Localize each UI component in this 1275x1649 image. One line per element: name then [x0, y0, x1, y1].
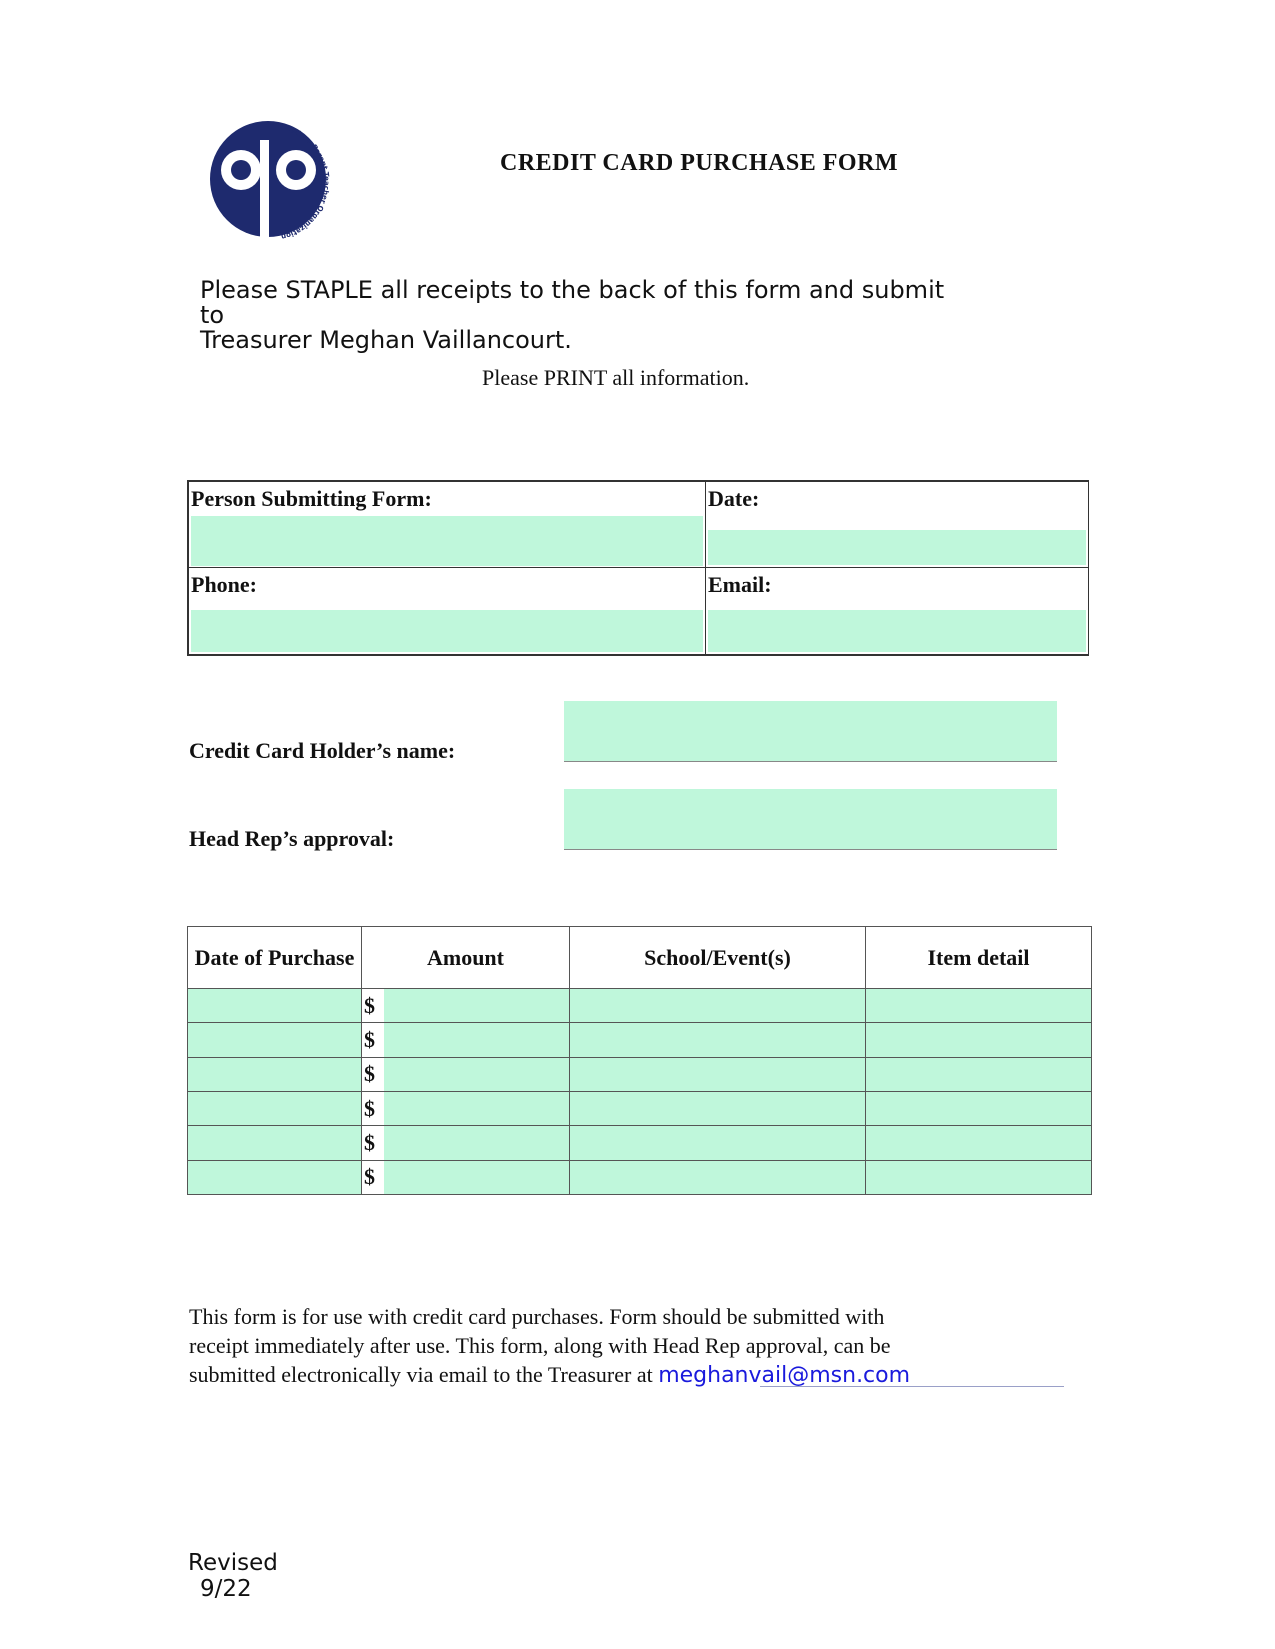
- purchase-event-field[interactable]: [570, 989, 866, 1023]
- purchase-detail-field[interactable]: [866, 1023, 1092, 1057]
- purchase-date-field[interactable]: [188, 1160, 362, 1194]
- purchase-row: [188, 1160, 1092, 1194]
- purchase-amount-field[interactable]: [384, 989, 569, 1022]
- purchase-row: [188, 1023, 1092, 1057]
- purchase-detail-field[interactable]: [866, 1126, 1092, 1160]
- purchase-event-field[interactable]: [570, 1126, 866, 1160]
- purchases-body: [188, 989, 1092, 1195]
- col-header-detail: Item detail: [866, 927, 1092, 989]
- card-holder-label: Credit Card Holder’s name:: [189, 738, 456, 763]
- purchase-event-field[interactable]: [570, 1023, 866, 1057]
- purchase-row: [188, 1057, 1092, 1091]
- date-cell: [705, 481, 1089, 568]
- col-header-date: Date of Purchase: [188, 927, 362, 989]
- phone-field[interactable]: [191, 610, 703, 652]
- purchases-table: [187, 926, 1092, 1195]
- logo-caption: Hudson Parent Teacher Organization: [280, 124, 331, 240]
- head-rep-label: Head Rep’s approval:: [189, 826, 395, 851]
- card-holder-field[interactable]: [564, 701, 1057, 762]
- dollar-sign: $: [362, 989, 384, 1022]
- purchase-date-field[interactable]: [188, 1126, 362, 1160]
- pto-logo: [206, 118, 336, 240]
- form-title: CREDIT CARD PURCHASE FORM: [500, 150, 899, 176]
- purchase-amount-cell: [362, 1126, 570, 1160]
- date-label: Date:: [708, 486, 760, 511]
- col-header-event: School/Event(s): [570, 927, 866, 989]
- purchase-detail-field[interactable]: [866, 1160, 1092, 1194]
- person-field[interactable]: [191, 516, 703, 566]
- revised-label: Revised: [188, 1550, 278, 1576]
- footer-line-2: receipt immediately after use. This form, along with Head Rep approval, can be: [189, 1333, 891, 1358]
- purchase-detail-field[interactable]: [866, 1057, 1092, 1091]
- dollar-sign: $: [362, 1023, 384, 1056]
- footer-line-1: This form is for use with credit card purchases. Form should be submitted with: [189, 1304, 885, 1329]
- email-cell: [705, 567, 1089, 655]
- purchase-date-field[interactable]: [188, 1057, 362, 1091]
- email-label: Email:: [708, 572, 772, 597]
- dollar-sign: $: [362, 1092, 384, 1125]
- dollar-sign: $: [362, 1126, 384, 1159]
- footer-line-3-text: submitted electronically via email to the Treasurer at: [189, 1362, 659, 1387]
- person-cell: [188, 481, 706, 568]
- purchases-header-row: [188, 927, 1092, 989]
- col-header-amount: Amount: [362, 927, 570, 989]
- staple-line-1: Please STAPLE all receipts to the back of this form and submit to: [200, 276, 945, 329]
- purchase-row: [188, 1126, 1092, 1160]
- purchase-amount-field[interactable]: [384, 1161, 569, 1194]
- purchase-event-field[interactable]: [570, 1057, 866, 1091]
- purchase-detail-field[interactable]: [866, 989, 1092, 1023]
- purchase-detail-field[interactable]: [866, 1091, 1092, 1125]
- revision-note: [188, 1550, 278, 1602]
- purchase-amount-field[interactable]: [384, 1126, 569, 1159]
- person-label: Person Submitting Form:: [191, 486, 432, 511]
- email-underline: [760, 1386, 1064, 1387]
- dollar-sign: $: [362, 1161, 384, 1194]
- purchase-date-field[interactable]: [188, 1023, 362, 1057]
- staple-line-2: Treasurer Meghan Vaillancourt.: [200, 326, 572, 354]
- purchase-row: [188, 989, 1092, 1023]
- purchase-amount-field[interactable]: [384, 1023, 569, 1056]
- purchase-amount-field[interactable]: [384, 1058, 569, 1091]
- purchase-date-field[interactable]: [188, 1091, 362, 1125]
- purchase-event-field[interactable]: [570, 1160, 866, 1194]
- head-rep-field[interactable]: [564, 789, 1057, 850]
- email-field[interactable]: [708, 610, 1086, 652]
- phone-label: Phone:: [191, 572, 257, 597]
- purchase-date-field[interactable]: [188, 989, 362, 1023]
- contact-info-table: [187, 480, 1089, 656]
- purchase-amount-cell: [362, 989, 570, 1023]
- phone-cell: [188, 567, 706, 655]
- date-field[interactable]: [708, 530, 1086, 565]
- revised-date: 9/22: [200, 1576, 252, 1602]
- staple-instructions: [200, 278, 960, 353]
- purchase-row: [188, 1091, 1092, 1125]
- purchase-amount-cell: [362, 1057, 570, 1091]
- print-note: Please PRINT all information.: [482, 365, 750, 390]
- purchase-amount-cell: [362, 1160, 570, 1194]
- footer-note: [189, 1302, 1089, 1390]
- dollar-sign: $: [362, 1058, 384, 1091]
- purchase-event-field[interactable]: [570, 1091, 866, 1125]
- purchase-amount-field[interactable]: [384, 1092, 569, 1125]
- treasurer-email-link[interactable]: meghanvail@msn.com: [658, 1363, 911, 1388]
- purchase-amount-cell: [362, 1091, 570, 1125]
- purchase-amount-cell: [362, 1023, 570, 1057]
